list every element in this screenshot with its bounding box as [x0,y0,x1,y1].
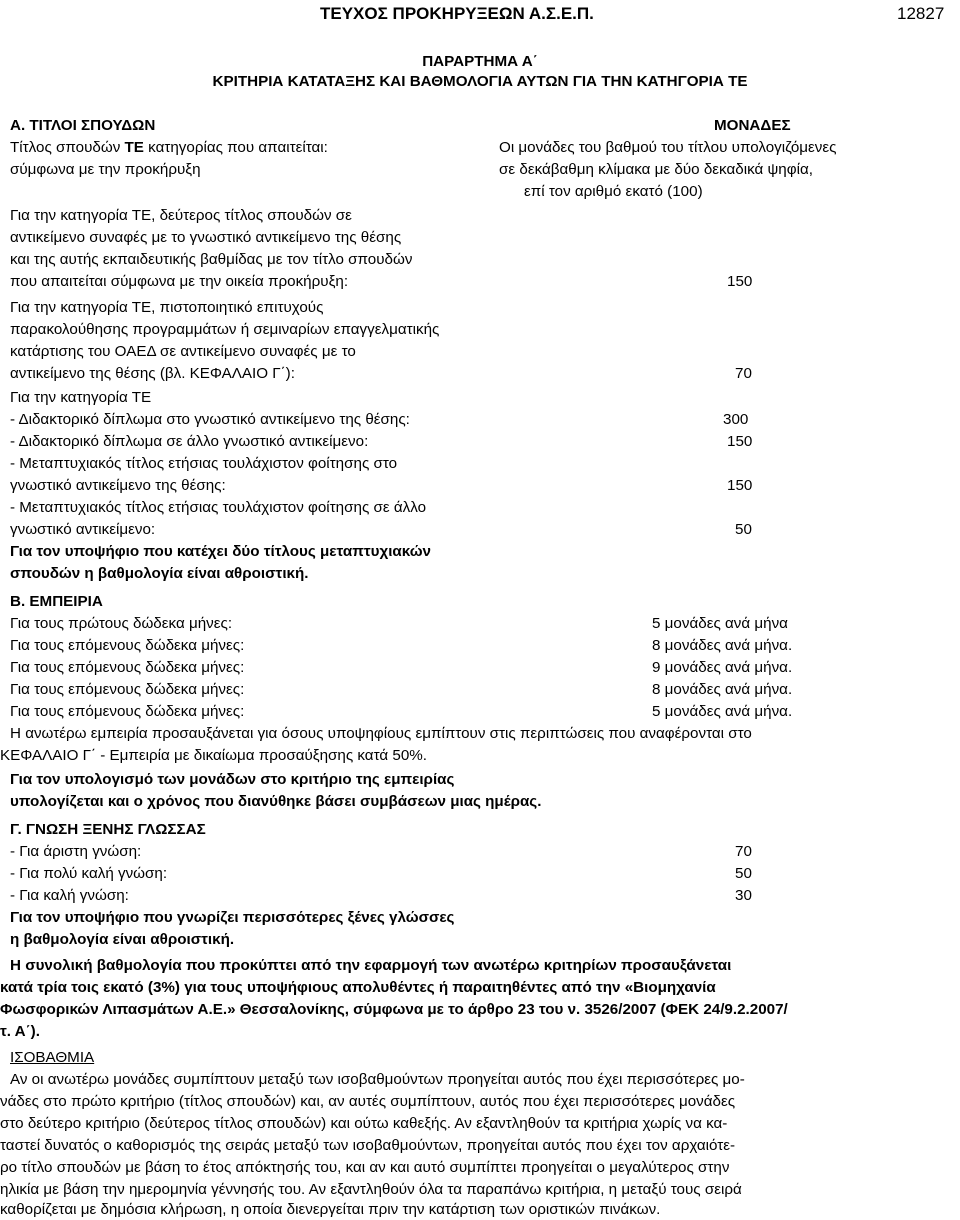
section-b-heading: Β. ΕΜΠΕΙΡΙΑ [10,593,103,610]
certificate-line-2: παρακολούθησης προγραμμάτων ή σεμιναρίων επαγγελματικής [10,321,440,338]
certificate-line-1: Για την κατηγορία ΤΕ, πιστοποιητικό επιτυχούς [10,299,324,316]
bonus-line-3: Φωσφορικών Λιπασμάτων Α.Ε.» Θεσσαλονίκης, σύμφωνα με το άρθρο 23 του ν. 3526/2007 (ΦΕΚ 24/9.2.2007/ [0,1001,788,1018]
bonus-line-4: τ. Α΄). [0,1023,40,1040]
required-title-line-1: Τίτλος σπουδών ΤΕ κατηγορίας που απαιτείται: [10,139,328,156]
second-title-line-1: Για την κατηγορία ΤΕ, δεύτερος τίτλος σπουδών σε [10,207,352,224]
second-title-line-3: και της αυτής εκπαιδευτικής βαθμίδας με τον τίτλο σπουδών [10,251,413,268]
tie-heading: ΙΣΟΒΑΘΜΙΑ [10,1049,95,1066]
msc-other-line-1: - Μεταπτυχιακός τίτλος ετήσιας τουλάχιστον φοίτησης σε άλλο [10,499,427,516]
msc-same-line-2: γνωστικό αντικείμενο της θέσης: [10,477,226,494]
certificate-value: 70 [735,365,752,382]
experience-note-2: ΚΕΦΑΛΑΙΟ Γ΄ - Εμπειρία με δικαίωμα προσαύξησης κατά 50%. [0,747,427,764]
experience-row-label: Για τους επόμενους δώδεκα μήνες: [10,659,245,676]
tie-line: νάδες στο πρώτο κριτήριο (τίτλος σπουδών) και, αν αυτές συμπίπτουν, αυτός που έχει περισσότερες μονάδες [0,1093,736,1110]
msc-same-line-1: - Μεταπτυχιακός τίτλος ετήσιας τουλάχιστον φοίτησης στο [10,455,398,472]
experience-row-label: Για τους πρώτους δώδεκα μήνες: [10,615,233,632]
experience-row-value: 8 μονάδες ανά μήνα. [652,681,793,698]
second-title-line-4: που απαιτείται σύμφωνα με την οικεία προκήρυξη: [10,273,349,290]
msc-other-value: 50 [735,521,752,538]
experience-row-label: Για τους επόμενους δώδεκα μήνες: [10,681,245,698]
experience-calc-2: υπολογίζεται και ο χρόνος που διανύθηκε βάσει συμβάσεων μιας ημέρας. [10,793,542,810]
tie-line: Αν οι ανωτέρω μονάδες συμπίπτουν μεταξύ των ισοβαθμούντων προηγείται αυτός που έχει περισσότερες μο- [10,1071,745,1088]
certificate-line-3: κατάρτισης του ΟΑΕΔ σε αντικείμενο συναφές με το [10,343,356,360]
experience-row-value: 5 μονάδες ανά μήνα. [652,703,793,720]
language-row-value: 70 [735,843,752,860]
phd-same-value: 300 [723,411,749,428]
phd-same-label: - Διδακτορικό δίπλωμα στο γνωστικό αντικείμενο της θέσης: [10,411,410,428]
postgrad-intro: Για την κατηγορία ΤΕ [10,389,152,406]
tie-line: ταστεί δυνατός ο καθορισμός της σειράς μεταξύ των ισοβαθμούντων, προηγείται αυτός που έχει τον αρχαιότε- [0,1137,736,1154]
language-note-1: Για τον υποψήφιο που γνωρίζει περισσότερες ξένες γλώσσες [10,909,455,926]
required-title-line-2: σύμφωνα με την προκήρυξη [10,161,201,178]
language-note-2: η βαθμολογία είναι αθροιστική. [10,931,235,948]
phd-other-value: 150 [727,433,753,450]
units-description-1: Οι μονάδες του βαθμού του τίτλου υπολογιζόμενες [499,139,837,156]
language-row-value: 30 [735,887,752,904]
language-row-label: - Για άριστη γνώση: [10,843,142,860]
annex-title: ΠΑΡΑΡΤΗΜΑ Α΄ [422,53,538,70]
postgrad-note-1: Για τον υποψήφιο που κατέχει δύο τίτλους μεταπτυχιακών [10,543,431,560]
postgrad-note-2: σπουδών η βαθμολογία είναι αθροιστική. [10,565,309,582]
msc-other-line-2: γνωστικό αντικείμενο: [10,521,156,538]
units-description-2: σε δεκάβαθμη κλίμακα με δύο δεκαδικά ψηφία, [499,161,813,178]
second-title-line-2: αντικείμενο συναφές με το γνωστικό αντικείμενο της θέσης [10,229,402,246]
certificate-line-4: αντικείμενο της θέσης (βλ. ΚΕΦΑΛΑΙΟ Γ΄): [10,365,295,382]
tie-line: καθορίζεται με δημόσια κλήρωση, η οποία διενεργείται πριν την κατάρτιση των οριστικών πινάκων. [0,1201,661,1218]
issue-title: ΤΕΥΧΟΣ ΠΡΟΚΗΡΥΞΕΩΝ Α.Σ.Ε.Π. [320,4,594,23]
experience-row-value: 5 μονάδες ανά μήνα [652,615,788,632]
units-description-3: επί τον αριθμό εκατό (100) [524,183,703,200]
experience-note-1: Η ανωτέρω εμπειρία προσαυξάνεται για όσους υποψηφίους εμπίπτουν στις περιπτώσεις που αναφέρονται στο [10,725,752,742]
experience-row-value: 9 μονάδες ανά μήνα. [652,659,793,676]
section-a-heading: Α. ΤΙΤΛΟΙ ΣΠΟΥΔΩΝ [10,117,156,134]
phd-other-label: - Διδακτορικό δίπλωμα σε άλλο γνωστικό αντικείμενο: [10,433,369,450]
second-title-value: 150 [727,273,753,290]
msc-same-value: 150 [727,477,753,494]
page-number: 12827 [897,4,945,23]
tie-line: ρο τίτλο σπουδών με βάση το έτος απόκτησής του, και αν και αυτό συμπίπτει προηγείται ο μεγαλύτερος στην [0,1159,730,1176]
language-row-label: - Για πολύ καλή γνώση: [10,865,168,882]
section-c-heading: Γ. ΓΝΩΣΗ ΞΕΝΗΣ ΓΛΩΣΣΑΣ [10,821,206,838]
tie-line: στο δεύτερο κριτήριο (δεύτερος τίτλος σπουδών) και ούτω καθεξής. Αν εξαντληθούν τα κριτήρια χωρίς να κα- [0,1115,728,1132]
bonus-line-2: κατά τρία τοις εκατό (3%) για τους υποψήφιους απολυθέντες ή παραιτηθέντες από την «Βιομηχανία [0,979,716,996]
experience-row-value: 8 μονάδες ανά μήνα. [652,637,793,654]
tie-line: ηλικία με βάση την ημερομηνία γέννησής του. Αν εξαντληθούν όλα τα παραπάνω κριτήρια, η μεταξύ τους σειρά [0,1181,742,1198]
language-row-value: 50 [735,865,752,882]
annex-subtitle: ΚΡΙΤΗΡΙΑ ΚΑΤΑΤΑΞΗΣ ΚΑΙ ΒΑΘΜΟΛΟΓΙΑ ΑΥΤΩΝ ΓΙΑ ΤΗΝ ΚΑΤΗΓΟΡΙΑ ΤΕ [212,73,748,90]
experience-row-label: Για τους επόμενους δώδεκα μήνες: [10,637,245,654]
language-row-label: - Για καλή γνώση: [10,887,129,904]
experience-calc-1: Για τον υπολογισμό των μονάδων στο κριτήριο της εμπειρίας [10,771,455,788]
units-heading: ΜΟΝΑΔΕΣ [714,117,791,134]
bonus-line-1: Η συνολική βαθμολογία που προκύπτει από την εφαρμογή των ανωτέρω κριτηρίων προσαυξάνεται [10,957,732,974]
experience-row-label: Για τους επόμενους δώδεκα μήνες: [10,703,245,720]
